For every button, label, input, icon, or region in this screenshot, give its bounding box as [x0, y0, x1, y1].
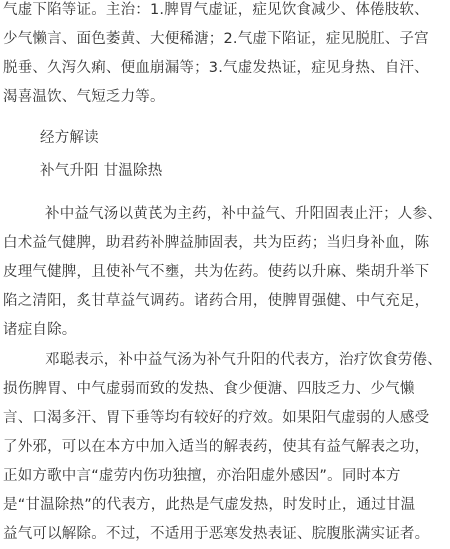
paragraph-line: 陷之清阳，炙甘草益气调药。诸药合用，使脾胃强健、中气充足， [3, 293, 430, 309]
paragraph-line: 邓聪表示，补中益气汤为补气升阳的代表方，治疗饮食劳倦、 [45, 352, 442, 368]
paragraph-line: 正如方歌中言“虚劳内伤功独擅，亦治阳虚外感因”。同时本方 [3, 468, 401, 484]
paragraph-line: 是“甘温除热”的代表方，此热是气虚发热，时发时止，通过甘温 [3, 497, 416, 513]
paragraph-line: 皮理气健脾，且使补气不壅，共为佐药。使药以升麻、柴胡升举下 [3, 264, 430, 280]
paragraph-line: 益气可以解除。不过，不适用于恶寒发热表证、脘腹胀满实证者。 [3, 526, 430, 542]
paragraph-line: 损伤脾胃、中气虚弱而致的发热、食少便溏、四肢乏力、少气懒 [3, 381, 415, 397]
section-heading-text: 经方解读 [40, 130, 99, 146]
paragraph-line: 补中益气汤以黄芪为主药，补中益气、升阳固表止汗；人参、 [45, 206, 442, 222]
paragraph-line: 白术益气健脾，助君药补脾益肺固表，共为臣药；当归身补血，陈 [3, 235, 430, 251]
paragraph-line: 了外邪，可以在本方中加入适当的解表药，使其有益气解表之功， [3, 439, 430, 455]
paragraph-line: 诸症自除。 [3, 322, 77, 338]
intro-paragraph [3, 0, 443, 112]
commentary-paragraph [3, 346, 443, 549]
paragraph-line: 少气懒言、面色萎黄、大便稀溏；2.气虚下陷证，症见脱肛、子宫 [3, 31, 429, 47]
paragraph-line: 气虚下陷等证。主治：1.脾胃气虚证，症见饮食减少、体倦肢软、 [3, 2, 429, 18]
paragraph-line: 言、口渴多汗、胃下垂等均有较好的疗效。如果阳气虚弱的人感受 [3, 410, 430, 426]
section-heading [40, 124, 99, 153]
paragraph-line: 脱垂、久泻久痢、便血崩漏等；3.气虚发热证，症见身热、自汗、 [3, 60, 429, 76]
paragraph-line: 渴喜温饮、气短乏力等。 [3, 89, 165, 105]
sub-heading [40, 157, 162, 186]
sub-heading-text: 补气升阳 甘温除热 [40, 163, 163, 179]
analysis-paragraph [3, 200, 443, 345]
